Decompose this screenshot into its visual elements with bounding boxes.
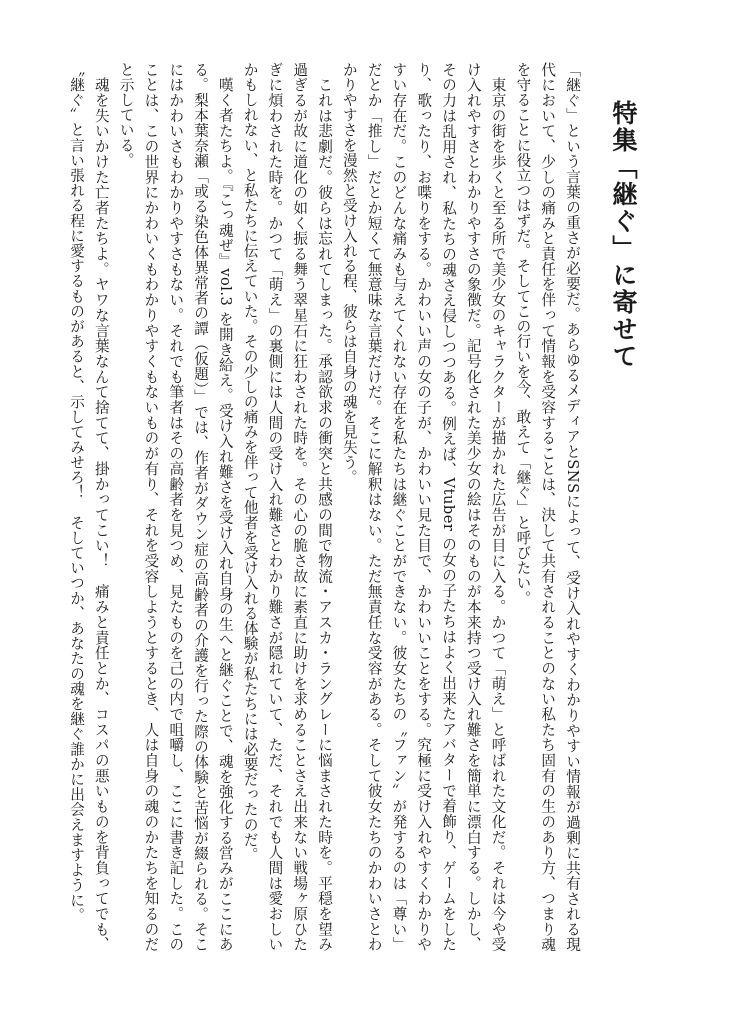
paragraph: 「継ぐ」という言葉の重さが必要だ。あらゆるメディアとSNSによって、受け入れやすくわかりやすい情報が過剰に共有される現代において、少しの痛みと責任を伴って情報を受容することは、決して共有されることのない私たち固有の生のあり方、つまり魂を守ることに役立つはずだ。そしてこの行いを今、敢えて「継ぐ」と呼びたい。 bbox=[514, 62, 581, 952]
paragraph: これは悲劇だ。彼らは忘れてしまった。承認欲求の衝突と共感の間で物流・アスカ・ラングレーに悩まされた時を。平穏を望み過ぎるが故に道化の如く振る舞う翠星石に狂わされた時を。その心の脆さ故に素直に助けを求めることさえ出来ない戦場ヶ原ひたぎに煩わされた時を。かつて「萌え」の裏側には人間の受け入れ難さとわかり難さが隠れていて、ただ、それでも人間は愛おしいかもしれない、と私たちに伝えていた。その少しの痛みを伴って他者を受け入れる体験が私たちには必要だったのだ。 bbox=[241, 62, 334, 952]
paragraph: 東京の街を歩くと至る所で美少女のキャラクターが描かれた広告が目に入る。かつて「萌え」と呼ばれた文化だ。それは今や受け入れやすさとわかりやすさの象徴だ。記号化された美少女の絵はそのものが本来持つ受け入れ難さを簡単に漂白する。しかし、その力は乱用され、私たちの魂さえ侵しつつある。例えば、Vtuber の女の子たちはよく出来たアバターで着飾り、ゲームをしたり、歌ったり、お喋りをする。かわいい声の女の子が、かわいい見た目で、かわいいことをする。究極に受け入れやすくわかりやすい存在だ。このどんな痛みも与えてくれない存在を私たちは継ぐことができない。彼女たちの〝ファン〟が発するのは「尊い」だとか「推し」だとか短くて無意味な言葉だけだ。そこに解釈はない。ただ無責任な受容がある。そして彼女たちのかわいさとわかりやすさを漫然と受け入れる程、彼らは自身の魂を見失う。 bbox=[340, 62, 507, 952]
paragraph: 魂を失いかけた亡者たちよ。ヤワな言葉なんて捨てて、掛かってこい！ 痛みと責任とか、コスパの悪いものを背負ってでも、〝継ぐ〟と言い張れる程に愛するものがあると、示してみせろ！ そしていつか、あなたの魂を継ぐ誰かに出会えますように。 bbox=[68, 62, 110, 952]
essay-body bbox=[68, 62, 584, 952]
paragraph: 嘆く者たちよ。『こっ魂ぜ』vol.3 を開き給え。受け入れ難さを受け入れ自身の生へと継ぐことで、魂を強化する営みがここにある。梨本葉奈瀬「或る染色体異常者の譚（仮題）」では、作者がダウン症の高齢者の介護を行った際の体験と苦悩が綴られる。そこにはかわいさもわかりやすさもない。それでも筆者はその高齢者を見つめ、見たものを己の内で咀嚼し、ここに書き記した。このことは、この世界にかわいくもわかりやすくもないものが有り、それを受容しようとするとき、人は自身の魂のかたちを知るのだと示している。 bbox=[117, 62, 234, 952]
feature-title: 特集「継ぐ」に寄せて bbox=[609, 100, 638, 370]
